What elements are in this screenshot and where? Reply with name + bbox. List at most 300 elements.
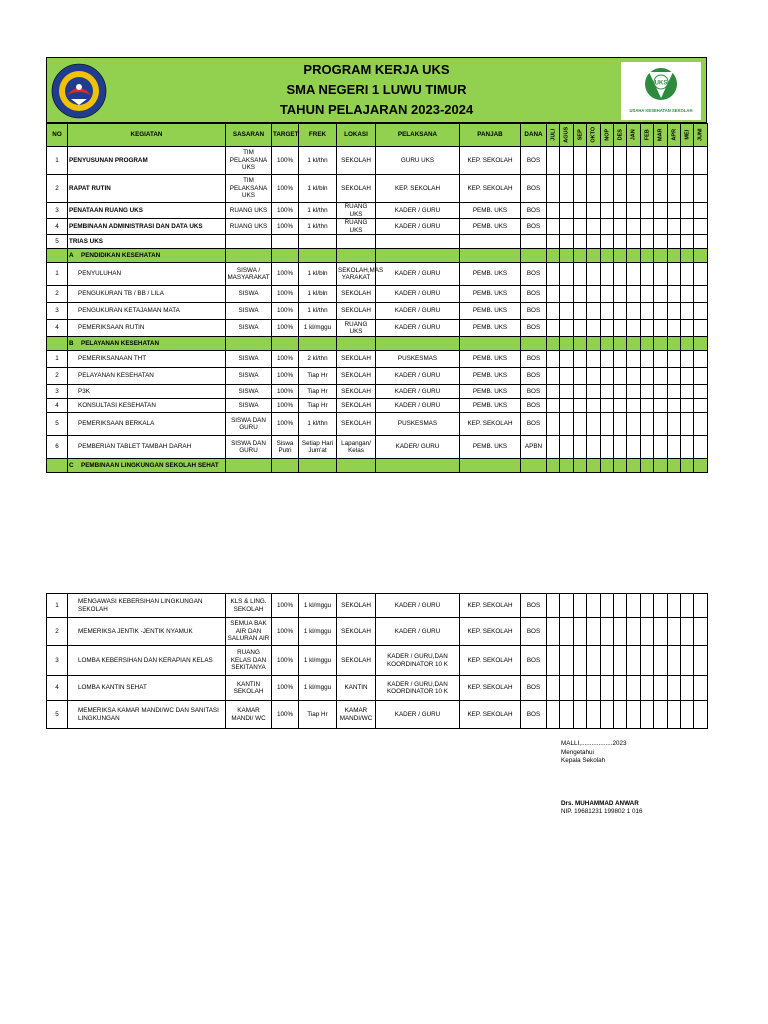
cell-kegiatan: PEMERIKSAAN RUTIN (68, 320, 226, 337)
cell-no: 5 (47, 235, 68, 249)
month-label: APR (670, 129, 677, 141)
month-cell (547, 618, 560, 646)
month-header (640, 124, 653, 147)
month-cell (600, 203, 613, 219)
month-cell (600, 249, 613, 263)
section-letter: C (69, 461, 74, 469)
month-cell (667, 147, 680, 175)
month-cell (587, 337, 600, 351)
cell-sasaran: KANTIN SEKOLAH (226, 676, 272, 701)
month-cell (694, 249, 707, 263)
uks-emblem-icon (621, 62, 701, 120)
table-row (47, 263, 708, 286)
month-cell (680, 147, 693, 175)
month-header (613, 124, 626, 147)
cell-no: 1 (47, 351, 68, 368)
cell-target: 100% (272, 286, 299, 303)
month-cell (600, 436, 613, 459)
month-cell (547, 147, 560, 175)
acknowledged-label: Mengetahui (561, 748, 594, 756)
month-cell (613, 203, 626, 219)
cell-panjab: KEP. SEKOLAH (460, 175, 521, 203)
month-cell (547, 436, 560, 459)
empty-cell (299, 249, 337, 263)
month-cell (560, 351, 573, 368)
cell-panjab (460, 235, 521, 249)
cell-kegiatan: PENGUKURAN TB / BB / LILA (68, 286, 226, 303)
cell-sasaran: SISWA (226, 303, 272, 320)
month-cell (560, 594, 573, 618)
month-cell (627, 676, 640, 701)
section-letter: B (69, 339, 74, 347)
month-cell (613, 303, 626, 320)
month-cell (587, 249, 600, 263)
cell-kegiatan: PEMBERIAN TABLET TAMBAH DARAH (68, 436, 226, 459)
cell-panjab: PEMB. UKS (460, 399, 521, 413)
cell-no: 3 (47, 385, 68, 399)
empty-cell (460, 337, 521, 351)
month-cell (560, 385, 573, 399)
month-cell (547, 368, 560, 385)
cell-no: 2 (47, 175, 68, 203)
month-cell (640, 337, 653, 351)
month-cell (627, 385, 640, 399)
cell-frek: Tiap Hr (299, 399, 337, 413)
empty-cell (376, 459, 460, 473)
month-cell (627, 351, 640, 368)
month-cell (680, 351, 693, 368)
cell-kegiatan: PENGUKURAN KETAJAMAN MATA (68, 303, 226, 320)
cell-sasaran: SISWA DAN GURU (226, 413, 272, 436)
cell-panjab: KEP. SEKOLAH (460, 413, 521, 436)
month-cell (547, 175, 560, 203)
month-cell (573, 249, 586, 263)
month-cell (667, 219, 680, 235)
cell-frek: Tiap Hr (299, 385, 337, 399)
month-cell (640, 368, 653, 385)
month-cell (694, 594, 707, 618)
empty-cell (337, 249, 376, 263)
cell-sasaran: SISWA (226, 385, 272, 399)
cell-frek: 1 kl/thn (299, 219, 337, 235)
cell-target: 100% (272, 219, 299, 235)
cell-pelaksana: KADER / GURU,DAN KOORDINATOR 10 K (376, 646, 460, 676)
table-row (47, 351, 708, 368)
cell-sasaran: SISWA (226, 320, 272, 337)
month-cell (667, 235, 680, 249)
month-cell (654, 594, 667, 618)
cell-no: 5 (47, 413, 68, 436)
month-cell (667, 385, 680, 399)
cell-lokasi: SEKOLAH (337, 351, 376, 368)
month-cell (627, 175, 640, 203)
month-cell (600, 286, 613, 303)
cell-sasaran: SISWA (226, 351, 272, 368)
month-label: JUNI (697, 128, 704, 142)
cell-kegiatan: RAPAT RUTIN (68, 175, 226, 203)
month-cell (587, 203, 600, 219)
month-cell (654, 368, 667, 385)
cell-panjab: PEMB. UKS (460, 286, 521, 303)
month-cell (613, 594, 626, 618)
cell-lokasi: SEKOLAH (337, 646, 376, 676)
month-cell (573, 701, 586, 729)
month-cell (613, 459, 626, 473)
month-cell (560, 368, 573, 385)
month-cell (587, 368, 600, 385)
cell-pelaksana: KADER / GURU (376, 286, 460, 303)
column-header-pelaksana: PELAKSANA (376, 124, 460, 147)
uks-logo-caption: USAHA KESEHATAN SEKOLAH (629, 108, 693, 113)
month-cell (667, 303, 680, 320)
month-cell (627, 701, 640, 729)
month-cell (694, 303, 707, 320)
empty-cell (376, 249, 460, 263)
cell-dana: BOS (521, 286, 547, 303)
month-cell (627, 286, 640, 303)
cell-sasaran: SISWA (226, 286, 272, 303)
month-cell (547, 459, 560, 473)
month-cell (573, 351, 586, 368)
cell-frek: 2 kl/thn (299, 351, 337, 368)
month-cell (694, 263, 707, 286)
title-line-1: PROGRAM KERJA UKS (303, 62, 450, 77)
month-cell (573, 385, 586, 399)
month-cell (627, 337, 640, 351)
month-cell (640, 249, 653, 263)
month-cell (680, 594, 693, 618)
cell-lokasi: Lapangan/ Kelas (337, 436, 376, 459)
table-row (47, 368, 708, 385)
month-cell (680, 676, 693, 701)
table-row (47, 399, 708, 413)
cell-pelaksana: KADER / GURU (376, 303, 460, 320)
cell-target: 100% (272, 175, 299, 203)
cell-pelaksana: KADER / GURU (376, 219, 460, 235)
month-cell (613, 337, 626, 351)
cell-dana: BOS (521, 676, 547, 701)
month-cell (640, 263, 653, 286)
month-cell (560, 676, 573, 701)
month-cell (694, 618, 707, 646)
cell-panjab: KEP. SEKOLAH (460, 618, 521, 646)
cell-sasaran: SISWA / MASYARAKAT (226, 263, 272, 286)
month-cell (600, 175, 613, 203)
empty-cell (272, 337, 299, 351)
month-cell (694, 459, 707, 473)
month-cell (547, 219, 560, 235)
month-header (694, 124, 707, 147)
principal-name: Drs. MUHAMMAD ANWAR (561, 799, 639, 807)
empty-cell (521, 459, 547, 473)
month-cell (600, 320, 613, 337)
empty-cell (272, 459, 299, 473)
month-cell (680, 249, 693, 263)
cell-target: 100% (272, 368, 299, 385)
month-cell (600, 337, 613, 351)
table-row (47, 320, 708, 337)
cell-target: 100% (272, 351, 299, 368)
month-cell (573, 219, 586, 235)
cell-panjab: KEP. SEKOLAH (460, 676, 521, 701)
section-row (47, 249, 708, 263)
table-row (47, 286, 708, 303)
month-cell (573, 436, 586, 459)
month-cell (654, 385, 667, 399)
month-cell (640, 320, 653, 337)
month-cell (587, 219, 600, 235)
month-cell (654, 399, 667, 413)
table-header-row (47, 124, 708, 147)
month-header (654, 124, 667, 147)
table-row (47, 413, 708, 436)
cell-sasaran: SISWA DAN GURU (226, 436, 272, 459)
cell-dana: BOS (521, 618, 547, 646)
cell-panjab: KEP. SEKOLAH (460, 594, 521, 618)
month-cell (654, 676, 667, 701)
month-cell (547, 303, 560, 320)
empty-cell (299, 459, 337, 473)
month-cell (654, 618, 667, 646)
month-cell (667, 249, 680, 263)
column-header-dana: DANA (521, 124, 547, 147)
month-cell (560, 147, 573, 175)
month-cell (654, 219, 667, 235)
month-cell (680, 203, 693, 219)
month-cell (694, 235, 707, 249)
month-cell (613, 235, 626, 249)
month-cell (694, 286, 707, 303)
cell-no: 1 (47, 147, 68, 175)
month-cell (600, 385, 613, 399)
month-cell (627, 235, 640, 249)
month-header (600, 124, 613, 147)
month-cell (547, 385, 560, 399)
month-cell (694, 399, 707, 413)
month-cell (587, 436, 600, 459)
month-cell (680, 413, 693, 436)
month-cell (587, 399, 600, 413)
empty-cell (460, 459, 521, 473)
cell-lokasi: RUANG UKS (337, 320, 376, 337)
month-cell (547, 203, 560, 219)
table-row (47, 594, 708, 618)
month-cell (600, 147, 613, 175)
cell-no: 1 (47, 594, 68, 618)
month-cell (654, 303, 667, 320)
cell-kegiatan: MEMERIKSA JENTIK -JENTIK NYAMUK (68, 618, 226, 646)
month-label: JULI (550, 129, 557, 141)
cell-target: 100% (272, 203, 299, 219)
month-cell (573, 618, 586, 646)
month-cell (560, 701, 573, 729)
cell-panjab: PEMB. UKS (460, 263, 521, 286)
cell-panjab: KEP. SEKOLAH (460, 701, 521, 729)
cell-frek: 1 kl/bln (299, 286, 337, 303)
month-cell (600, 618, 613, 646)
month-cell (547, 263, 560, 286)
document-header (46, 57, 707, 123)
column-header-frek: FREK (299, 124, 337, 147)
month-cell (613, 286, 626, 303)
month-cell (547, 286, 560, 303)
month-cell (640, 235, 653, 249)
cell-panjab: PEMB. UKS (460, 203, 521, 219)
cell-panjab: PEMB. UKS (460, 303, 521, 320)
month-cell (667, 413, 680, 436)
month-cell (667, 618, 680, 646)
column-header-no: NO (47, 124, 68, 147)
column-header-lokasi: LOKASI (337, 124, 376, 147)
table-row (47, 646, 708, 676)
month-cell (613, 701, 626, 729)
month-cell (587, 175, 600, 203)
month-cell (640, 147, 653, 175)
cell-no: 2 (47, 286, 68, 303)
month-cell (573, 147, 586, 175)
cell-no: 4 (47, 676, 68, 701)
empty-cell (521, 337, 547, 351)
cell-dana: BOS (521, 368, 547, 385)
month-cell (680, 618, 693, 646)
cell-no (47, 249, 68, 263)
month-cell (600, 594, 613, 618)
cell-frek: Tiap Hr (299, 368, 337, 385)
cell-pelaksana: KEP. SEKOLAH (376, 175, 460, 203)
month-cell (654, 249, 667, 263)
month-cell (667, 646, 680, 676)
cell-target: 100% (272, 303, 299, 320)
work-program-table (46, 123, 708, 473)
month-cell (613, 646, 626, 676)
empty-cell (337, 337, 376, 351)
cell-pelaksana: KADER / GURU (376, 385, 460, 399)
month-cell (613, 368, 626, 385)
month-cell (560, 337, 573, 351)
section-title-cell (68, 337, 226, 351)
cell-dana: BOS (521, 219, 547, 235)
month-header (627, 124, 640, 147)
month-cell (560, 249, 573, 263)
cell-dana: BOS (521, 413, 547, 436)
month-cell (573, 286, 586, 303)
month-cell (587, 303, 600, 320)
cell-panjab: PEMB. UKS (460, 219, 521, 235)
month-cell (667, 701, 680, 729)
month-cell (694, 436, 707, 459)
month-cell (694, 147, 707, 175)
title-line-3: TAHUN PELAJARAN 2023-2024 (279, 102, 474, 117)
month-cell (640, 413, 653, 436)
cell-pelaksana: PUSKESMAS (376, 413, 460, 436)
month-cell (573, 203, 586, 219)
cell-dana: BOS (521, 646, 547, 676)
month-cell (613, 219, 626, 235)
month-cell (560, 303, 573, 320)
cell-dana (521, 235, 547, 249)
month-cell (573, 320, 586, 337)
month-cell (560, 219, 573, 235)
month-cell (547, 337, 560, 351)
cell-target: 100% (272, 676, 299, 701)
month-cell (560, 618, 573, 646)
cell-frek: 1 kl/bln (299, 175, 337, 203)
cell-target (272, 235, 299, 249)
uks-logo-letters: UKS (654, 80, 668, 87)
principal-nip: NIP. 19681231 199802 1 016 (561, 808, 643, 815)
month-cell (560, 399, 573, 413)
month-cell (573, 263, 586, 286)
month-cell (640, 594, 653, 618)
month-cell (573, 594, 586, 618)
cell-kegiatan: KONSULTASI KESEHATAN (68, 399, 226, 413)
month-cell (560, 436, 573, 459)
month-cell (680, 286, 693, 303)
cell-lokasi: SEKOLAH (337, 303, 376, 320)
month-cell (640, 646, 653, 676)
month-cell (667, 203, 680, 219)
cell-no (47, 337, 68, 351)
month-cell (627, 399, 640, 413)
month-cell (627, 320, 640, 337)
month-cell (547, 249, 560, 263)
month-cell (627, 436, 640, 459)
month-cell (654, 320, 667, 337)
month-cell (613, 399, 626, 413)
month-cell (694, 676, 707, 701)
month-cell (627, 413, 640, 436)
month-cell (587, 676, 600, 701)
month-cell (654, 203, 667, 219)
month-cell (560, 320, 573, 337)
cell-panjab: PEMB. UKS (460, 351, 521, 368)
cell-kegiatan: LOMBA KEBERSIHAN DAN KERAPIAN KELAS (68, 646, 226, 676)
month-cell (640, 676, 653, 701)
cell-lokasi: KAMAR MANDI/WC (337, 701, 376, 729)
month-cell (640, 219, 653, 235)
month-cell (627, 459, 640, 473)
month-cell (680, 701, 693, 729)
cell-lokasi: RUANG UKS (337, 203, 376, 219)
cell-dana: BOS (521, 701, 547, 729)
cell-lokasi: SEKOLAH (337, 399, 376, 413)
month-cell (640, 286, 653, 303)
month-cell (654, 263, 667, 286)
cell-no: 4 (47, 219, 68, 235)
cell-frek: 1 kl/thn (299, 303, 337, 320)
month-label: FEB (643, 129, 650, 141)
month-cell (680, 459, 693, 473)
cell-sasaran (226, 235, 272, 249)
column-header-sasaran: SASARAN (226, 124, 272, 147)
cell-panjab: PEMB. UKS (460, 368, 521, 385)
month-cell (600, 351, 613, 368)
cell-no: 4 (47, 399, 68, 413)
month-cell (613, 385, 626, 399)
month-cell (573, 413, 586, 436)
month-label: MEI (684, 130, 691, 140)
month-label: MAR (657, 128, 664, 142)
cell-frek: 1 kl/mggu (299, 676, 337, 701)
month-cell (613, 263, 626, 286)
cell-pelaksana: PUSKESMAS (376, 351, 460, 368)
cell-frek: 1 kl/mggu (299, 618, 337, 646)
cell-frek: 1 kl/bln (299, 263, 337, 286)
cell-sasaran: SEMUA BAK AIR DAN SALURAN AIR (226, 618, 272, 646)
cell-lokasi: SEKOLAH (337, 286, 376, 303)
month-cell (640, 459, 653, 473)
cell-target: 100% (272, 701, 299, 729)
